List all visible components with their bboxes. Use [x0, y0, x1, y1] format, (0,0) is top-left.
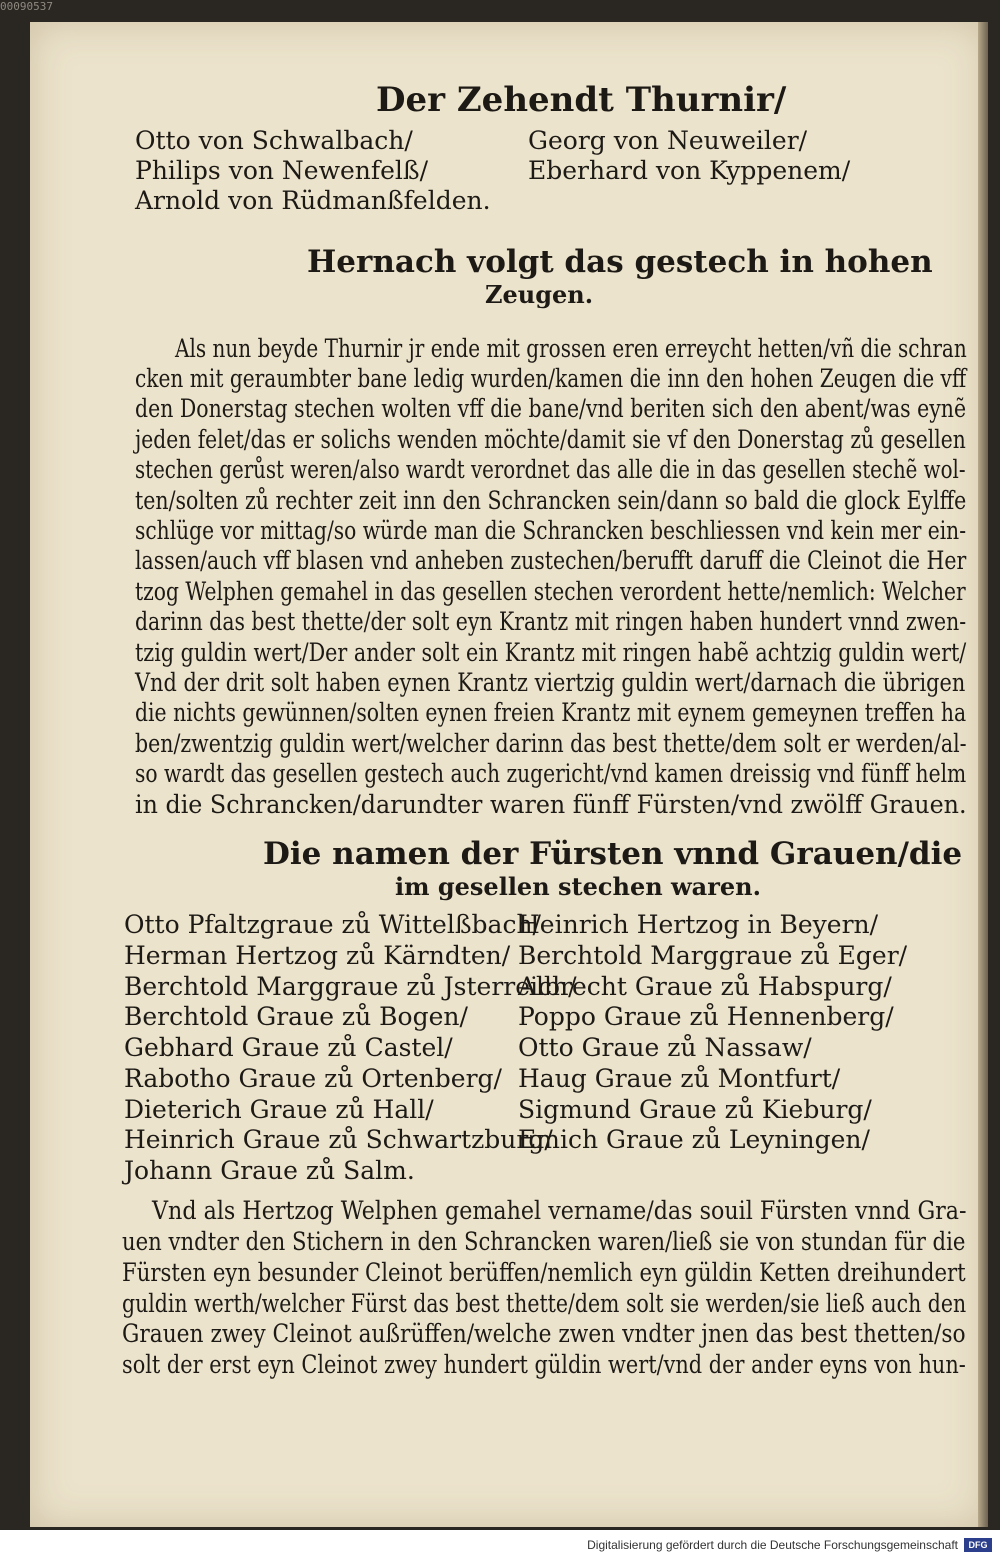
- list1-right-2: Eberhard von Kyppenem/: [528, 156, 851, 185]
- book-page: [30, 22, 986, 1527]
- para1-line-14: ben/zwentzig guldin wert/welcher darinn das best thette/dem solt er werden/al-: [135, 729, 967, 758]
- list2-right-5: Otto Graue zů Nassaw/: [518, 1033, 812, 1062]
- list2-left-1: Otto Pfaltzgraue zů Wittelßbach/: [124, 910, 541, 939]
- page-title: Der Zehendt Thurnir/: [376, 80, 787, 120]
- list2-left-3: Berchtold Marggraue zů Jsterreich/: [124, 972, 577, 1001]
- list1-left-3: Arnold von Rüdmanßfelden.: [135, 186, 491, 215]
- para1-line-10: darinn das best thette/der solt eyn Krantz mit ringen haben hundert vnnd zwen-: [135, 607, 967, 636]
- list2-left-5: Gebhard Graue zů Castel/: [124, 1033, 453, 1062]
- para1-line-1: Als nun beyde Thurnir jr ende mit grossen eren erreycht hetten/vñ die schran: [175, 334, 967, 363]
- para1-line-5: stechen gerůst weren/also wardt verordnet das alle die in das gesellen stechẽ wol-: [135, 455, 966, 484]
- para2-line-4: guldin werth/welcher Fürst das best thette/dem solt sie werden/sie ließ auch den: [122, 1289, 967, 1318]
- para1-line-3: den Donerstag stechen wolten vff die bane/vnd beriten sich den abent/was eynẽ: [135, 394, 967, 423]
- para2-line-1: Vnd als Hertzog Welphen gemahel vername/das souil Fürsten vnnd Gra-: [152, 1196, 967, 1225]
- page-binding-edge: [978, 22, 988, 1527]
- list2-right-8: Emich Graue zů Leyningen/: [518, 1125, 870, 1154]
- list1-left-2: Philips von Newenfelß/: [135, 156, 429, 185]
- para1-line-9: tzog Welphen gemahel in das gesellen stechen verordent hette/nemlich: Welcher: [135, 577, 966, 606]
- list2-right-2: Berchtold Marggraue zů Eger/: [518, 941, 908, 970]
- para1-line-2: cken mit geraumbter bane ledig wurden/kamen die inn den hohen Zeugen die vff: [135, 364, 967, 393]
- list1-left-1: Otto von Schwalbach/: [135, 126, 413, 155]
- dfg-logo-icon: DFG: [964, 1538, 992, 1552]
- para1-line-6: ten/solten zů rechter zeit inn den Schrancken sein/dann so bald die glock Eylffe: [135, 486, 967, 515]
- image-id: 00090537: [0, 0, 53, 13]
- para1-line-8: lassen/auch vff blasen vnd anheben zustechen/berufft daruff die Cleinot die Her: [135, 546, 967, 575]
- para1-line-7: schlüge vor mittag/so würde man die Schrancken beschliessen vnd kein mer ein-: [135, 516, 967, 545]
- list2-left-6: Rabotho Graue zů Ortenberg/: [124, 1064, 502, 1093]
- list2-right-1: Heinrich Hertzog in Beyern/: [518, 910, 879, 939]
- para1-line-15: so wardt das gesellen gestech auch zugericht/vnd kamen dreissig vnd fünff helm: [135, 759, 967, 788]
- para2-line-5: Grauen zwey Cleinot außrüffen/welche zwen vndter jnen das best thetten/so: [122, 1319, 966, 1348]
- heading-gestech: Hernach volgt das gestech in hohen: [307, 244, 933, 280]
- para1-line-11: tzig guldin wert/Der ander solt ein Krantz mit ringen habẽ achtzig guldin wert/: [135, 638, 967, 667]
- para2-line-3: Fürsten eyn besunder Cleinot berüffen/nemlich eyn güldin Ketten dreihundert: [122, 1258, 966, 1287]
- list2-left-9: Johann Graue zů Salm.: [124, 1156, 415, 1185]
- heading-namen: Die namen der Fürsten vnnd Grauen/die: [263, 836, 963, 872]
- para1-line-12: Vnd der drit solt haben eynen Krantz viertzig guldin wert/darnach die übrigen: [135, 668, 966, 697]
- heading-namen-line2: im gesellen stechen waren.: [395, 872, 761, 901]
- list2-left-4: Berchtold Graue zů Bogen/: [124, 1002, 468, 1031]
- footer-credit: Digitalisierung gefördert durch die Deutsche Forschungsgemeinschaft: [587, 1538, 958, 1552]
- list2-left-2: Herman Hertzog zů Kärndten/: [124, 941, 511, 970]
- para2-line-6: solt der erst eyn Cleinot zwey hundert güldin wert/vnd der ander eyns von hun-: [122, 1350, 966, 1379]
- para1-line-16: in die Schrancken/darundter waren fünff Fürsten/vnd zwölff Grauen.: [135, 790, 967, 819]
- list2-right-4: Poppo Graue zů Hennenberg/: [518, 1002, 894, 1031]
- list2-right-7: Sigmund Graue zů Kieburg/: [518, 1095, 872, 1124]
- para1-line-4: jeden felet/das er solichs wenden möchte/damit sie vf den Donerstag zů gesellen: [135, 425, 966, 454]
- list2-right-3: Albrecht Graue zů Habspurg/: [518, 972, 892, 1001]
- list2-left-8: Heinrich Graue zů Schwartzburg/: [124, 1125, 553, 1154]
- list1-right-1: Georg von Neuweiler/: [528, 126, 808, 155]
- para1-line-13: die nichts gewünnen/solten eynen freien Krantz mit eynem gemeynen treffen ha: [135, 698, 967, 727]
- para2-line-2: uen vndter den Stichern in den Schrancken waren/ließ sie von stundan für die: [122, 1227, 966, 1256]
- list2-right-6: Haug Graue zů Montfurt/: [518, 1064, 841, 1093]
- footer-bar: [0, 1530, 1000, 1562]
- heading-gestech-line2: Zeugen.: [485, 280, 594, 309]
- list2-left-7: Dieterich Graue zů Hall/: [124, 1095, 434, 1124]
